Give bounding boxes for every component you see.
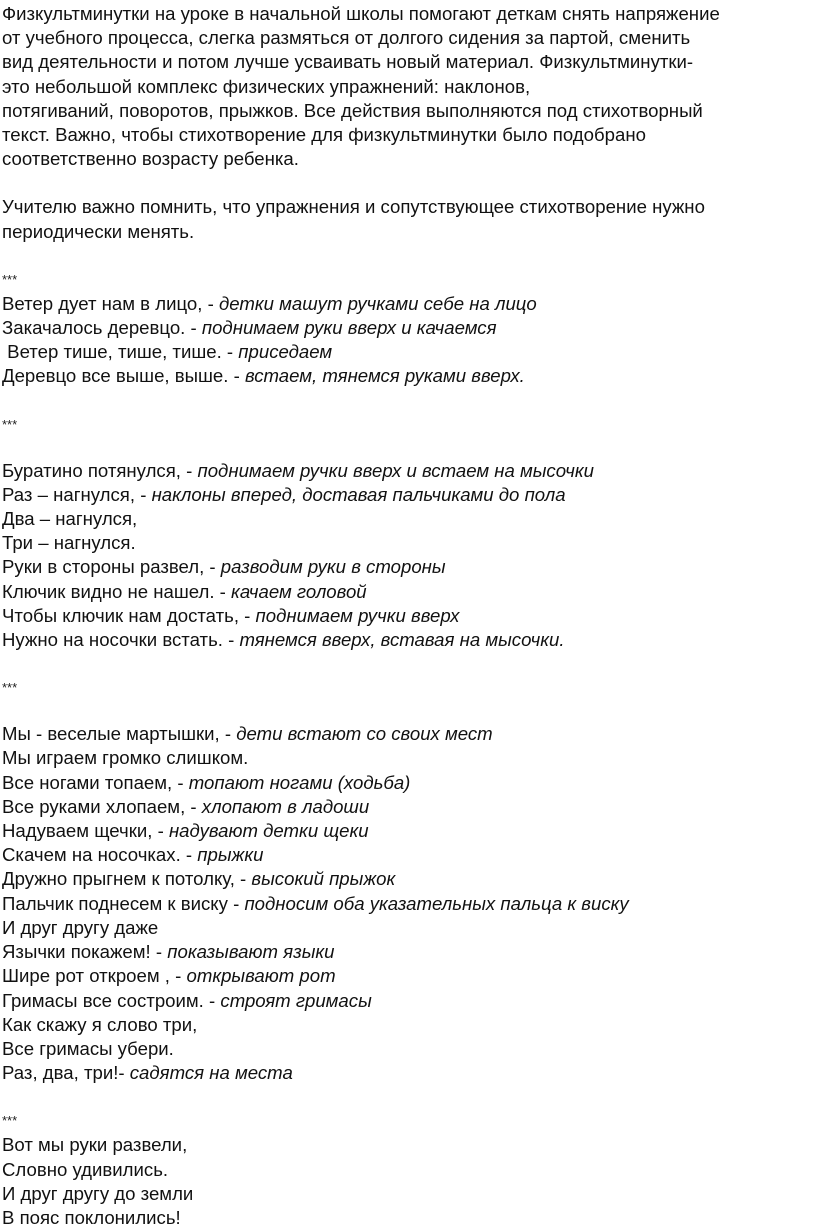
intro-line: вид деятельности и потом лучше усваивать новый материал. Физкультминутки- bbox=[2, 51, 694, 73]
action-text: прыжки bbox=[197, 844, 264, 866]
verse-text: Чтобы ключик нам достать, - bbox=[2, 604, 256, 626]
section-separator: *** bbox=[2, 416, 18, 432]
verse-text: Три – нагнулся. bbox=[2, 532, 136, 554]
reminder-paragraph bbox=[2, 195, 816, 243]
verse-text: Деревцо все выше, выше. - bbox=[2, 365, 245, 387]
poem-line bbox=[2, 364, 816, 388]
poem-line bbox=[2, 292, 816, 316]
action-text: поднимаем ручки вверх и встаем на мысочки bbox=[197, 459, 594, 481]
poem-line bbox=[2, 1013, 816, 1037]
verse-text: Руки в стороны развел, - bbox=[2, 556, 221, 578]
verse-text: Все ногами топаем, - bbox=[2, 771, 189, 793]
verse-text: Как скажу я слово три, bbox=[2, 1013, 198, 1035]
poem-line: Вот мы руки развели, bbox=[2, 1134, 188, 1156]
poem-1 bbox=[2, 292, 816, 389]
poem-line bbox=[2, 771, 816, 795]
verse-text: Пальчик поднесем к виску - bbox=[2, 892, 245, 914]
reminder-line: периодически менять. bbox=[2, 220, 195, 242]
poem-line: Словно удивились. bbox=[2, 1158, 169, 1180]
reminder-line: Учителю важно помнить, что упражнения и сопутствующее стихотворение нужно bbox=[2, 196, 705, 218]
action-text: наклоны вперед, доставая пальчиками до пола bbox=[151, 483, 566, 505]
verse-text: Все руками хлопаем, - bbox=[2, 795, 202, 817]
poem-line bbox=[2, 1037, 816, 1061]
intro-line: потягиваний, поворотов, прыжков. Все действия выполняются под стихотворный bbox=[2, 99, 703, 121]
action-text: поднимаем руки вверх и качаемся bbox=[201, 317, 497, 339]
poem-line bbox=[2, 916, 816, 940]
poem-line bbox=[2, 580, 816, 604]
action-text: поднимаем ручки вверх bbox=[255, 604, 460, 626]
poem-line bbox=[2, 507, 816, 531]
poem-line bbox=[2, 746, 816, 770]
verse-text: Два – нагнулся, bbox=[2, 508, 138, 530]
poem-line: В пояс поклонились! bbox=[2, 1206, 181, 1228]
poem-line bbox=[2, 555, 816, 579]
action-text: показывают языки bbox=[167, 941, 335, 963]
action-text: хлопают в ладоши bbox=[201, 795, 370, 817]
intro-line: соответственно возрасту ребенка. bbox=[2, 148, 299, 170]
poem-line bbox=[2, 1061, 816, 1085]
action-text: открывают рот bbox=[186, 965, 336, 987]
verse-text: Ветер дует нам в лицо, - bbox=[2, 292, 219, 314]
verse-text: Язычки покажем! - bbox=[2, 941, 168, 963]
verse-text: И друг другу даже bbox=[2, 916, 159, 938]
action-text: качаем головой bbox=[231, 580, 367, 602]
action-text: топают ногами (ходьба) bbox=[188, 771, 411, 793]
action-text: высокий прыжок bbox=[251, 868, 396, 890]
action-text: дети встают со своих мест bbox=[236, 723, 493, 745]
verse-text: Мы играем громко слишком. bbox=[2, 747, 249, 769]
intro-line: это небольшой комплекс физических упражнений: наклонов, bbox=[2, 75, 531, 97]
section-separator: *** bbox=[2, 1113, 18, 1129]
verse-text: Скачем на носочках. - bbox=[2, 844, 198, 866]
action-text: строят гримасы bbox=[220, 989, 372, 1011]
poem-line bbox=[2, 795, 816, 819]
action-text: детки машут ручками себе на лицо bbox=[218, 292, 537, 314]
poem-line bbox=[2, 531, 816, 555]
poem-line bbox=[2, 604, 816, 628]
poem-line bbox=[2, 940, 816, 964]
verse-text: Закачалось деревцо. - bbox=[2, 317, 202, 339]
poem-line bbox=[2, 316, 816, 340]
poem-4 bbox=[2, 1133, 816, 1230]
verse-text: Мы - веселые мартышки, - bbox=[2, 723, 237, 745]
verse-text: Ветер тише, тише, тише. - bbox=[2, 341, 239, 363]
poem-line bbox=[2, 964, 816, 988]
action-text: встаем, тянемся руками вверх. bbox=[244, 365, 525, 387]
action-text: разводим руки в стороны bbox=[220, 556, 446, 578]
verse-text: Раз – нагнулся, - bbox=[2, 483, 152, 505]
poem-2 bbox=[2, 459, 816, 653]
poem-3 bbox=[2, 722, 816, 1085]
intro-line: Физкультминутки на уроке в начальной школы помогают деткам снять напряжение bbox=[2, 3, 720, 24]
action-text: садятся на места bbox=[129, 1062, 293, 1084]
verse-text: Нужно на носочки встать. - bbox=[2, 629, 240, 651]
poem-line bbox=[2, 628, 816, 652]
poem-line bbox=[2, 340, 816, 364]
intro-paragraph bbox=[2, 2, 816, 171]
verse-text: Все гримасы убери. bbox=[2, 1037, 174, 1059]
poem-line bbox=[2, 989, 816, 1013]
verse-text: Надуваем щечки, - bbox=[2, 820, 169, 842]
verse-text: Буратино потянулся, - bbox=[2, 459, 198, 481]
action-text: подносим оба указательных пальца к виску bbox=[244, 892, 629, 914]
poem-line bbox=[2, 459, 816, 483]
verse-text: Шире рот откроем , - bbox=[2, 965, 187, 987]
poem-line bbox=[2, 892, 816, 916]
poem-line bbox=[2, 483, 816, 507]
poem-line bbox=[2, 722, 816, 746]
poem-line bbox=[2, 819, 816, 843]
action-text: тянемся вверх, вставая на мысочки. bbox=[239, 629, 565, 651]
verse-text: Дружно прыгнем к потолку, - bbox=[2, 868, 252, 890]
verse-text: Раз, два, три!- bbox=[2, 1062, 130, 1084]
intro-line: текст. Важно, чтобы стихотворение для физкультминутки было подобрано bbox=[2, 124, 646, 146]
section-separator: *** bbox=[2, 271, 18, 287]
intro-line: от учебного процесса, слегка размяться от долгого сидения за партой, сменить bbox=[2, 27, 691, 49]
poem-line: И друг другу до земли bbox=[2, 1182, 194, 1204]
poem-line bbox=[2, 843, 816, 867]
poem-line bbox=[2, 867, 816, 891]
verse-text: Ключик видно не нашел. - bbox=[2, 580, 232, 602]
action-text: приседаем bbox=[238, 341, 333, 363]
action-text: надувают детки щеки bbox=[168, 820, 369, 842]
verse-text: Гримасы все состроим. - bbox=[2, 989, 221, 1011]
section-separator: *** bbox=[2, 680, 18, 696]
